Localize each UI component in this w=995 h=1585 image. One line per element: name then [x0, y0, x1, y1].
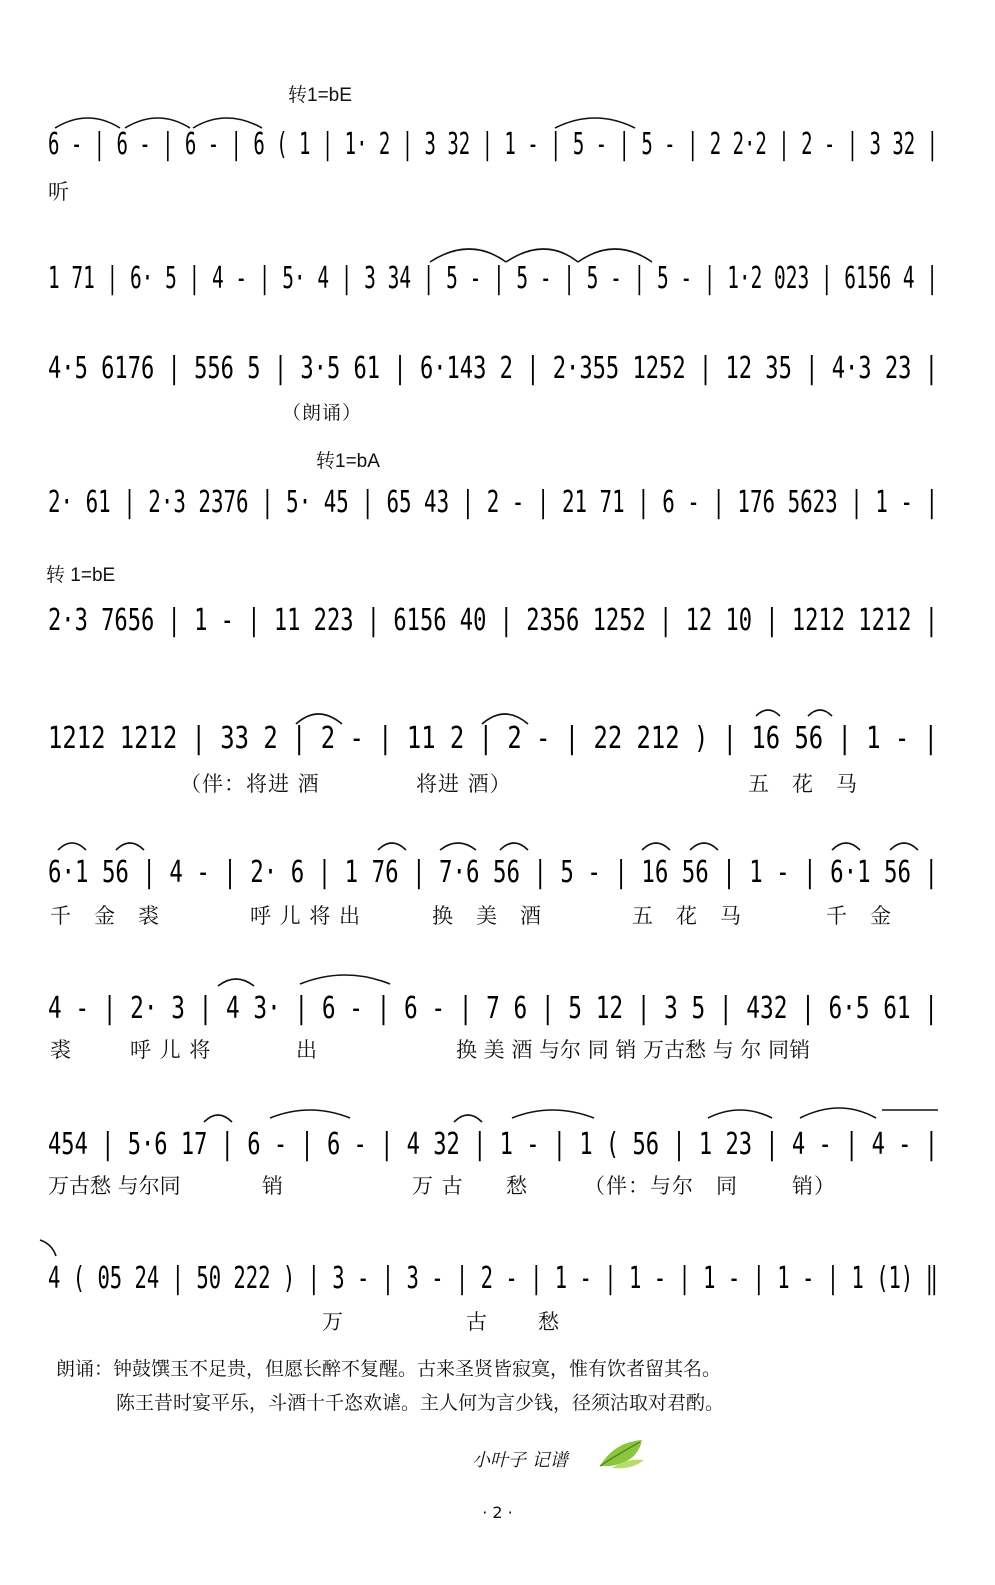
lyric-line: 听 [48, 180, 70, 204]
key-change-3: 转 1=bE [46, 565, 116, 586]
lyric-line: 出 [296, 1038, 318, 1062]
notation-staff [0, 1088, 995, 1228]
notation-staff [0, 682, 995, 822]
leaf-icon [596, 1436, 648, 1472]
notation-staff [0, 312, 995, 452]
notation-line: 4·5 6176 | 556 5 | 3·5 61 | 6·143 2 | 2·355 1252 | 12 35 | 4·3 23 | [48, 351, 938, 386]
recitation-text [56, 1352, 724, 1420]
lyric-line: 五 花 马 [748, 772, 858, 796]
lyric-line: （朗诵） [282, 402, 363, 424]
notation-line: 6·1 56 | 4 - | 2· 6 | 1 76 | 7·6 56 | 5 - | 16 56 | 1 - | 6·1 56 | [48, 855, 938, 890]
page-number: · 2 · [482, 1503, 513, 1522]
score-system-6 [0, 682, 995, 822]
notation-staff [0, 952, 995, 1092]
lyric-line: 万 古 [412, 1174, 464, 1198]
lyric-line: （伴：与尔 同 [584, 1174, 738, 1198]
recitation-line-2: 陈王昔时宴平乐，斗酒十千恣欢谑。主人何为言少钱，径须沽取对君酌。 [116, 1392, 725, 1414]
lyric-line: 愁 [506, 1174, 528, 1198]
transcriber-credit: 小叶子 记谱 [472, 1450, 568, 1471]
notation-line: 2· 61 | 2·3 2376 | 5· 45 | 65 43 | 2 - | 21 71 | 6 - | 176 5623 | 1 - | [48, 485, 938, 520]
score-system-9 [0, 1088, 995, 1228]
key-change-1: 转1=bE [288, 85, 352, 106]
lyric-line: 换 美 酒 [432, 904, 542, 928]
lyric-line: 裘 [50, 1038, 72, 1062]
score-system-7 [0, 816, 995, 956]
lyric-line: 千 金 裘 [50, 904, 160, 928]
notation-staff [0, 88, 995, 228]
lyric-line: 万 [322, 1310, 344, 1334]
score-system-10 [0, 1222, 995, 1362]
notation-line: 4 ( 05 24 | 50 222 ) | 3 - | 3 - | 2 - | 1 - | 1 - | 1 - | 1 - | 1 (1) ‖ [48, 1261, 938, 1296]
notation-line: 454 | 5·6 17 | 6 - | 6 - | 4 32 | 1 - | 1 ( 56 | 1 23 | 4 - | 4 - | [48, 1127, 938, 1162]
lyric-line: 愁 [538, 1310, 560, 1334]
lyric-line: 将进 酒） [416, 772, 512, 796]
lyric-line: （伴：将进 酒 [180, 772, 320, 796]
notation-line: 4 - | 2· 3 | 4 3· | 6 - | 6 - | 7 6 | 5 12 | 3 5 | 432 | 6·5 61 | [48, 991, 938, 1026]
notation-line: 2·3 7656 | 1 - | 11 223 | 6156 40 | 2356 1252 | 12 10 | 1212 1212 | [48, 603, 938, 638]
notation-line: 6 - | 6 - | 6 - | 6 ( 1 | 1· 2 | 3 32 | 1 - | 5 - | 5 - | 2 2·2 | 2 - | 3 32 | [48, 127, 938, 162]
notation-staff [0, 1222, 995, 1362]
notation-line: 1212 1212 | 33 2 | 2 - | 11 2 | 2 - | 22 212 ) | 16 56 | 1 - | [48, 721, 938, 756]
lyric-line: 古 [466, 1310, 488, 1334]
lyric-line: 销） [792, 1174, 836, 1198]
notation-staff [0, 816, 995, 956]
lyric-line: 销 [262, 1174, 284, 1198]
recitation-line-1: 朗诵：钟鼓馔玉不足贵，但愿长醉不复醒。古来圣贤皆寂寞，惟有饮者留其名。 [56, 1358, 722, 1380]
score-system-1 [0, 88, 995, 228]
score-system-8 [0, 952, 995, 1092]
lyric-line: 五 花 马 [632, 904, 742, 928]
lyric-line: 呼 儿 将 出 [250, 904, 362, 928]
key-change-2: 转1=bA [316, 451, 380, 472]
lyric-line: 呼 儿 将 [130, 1038, 212, 1062]
lyric-line: 万古愁 与尔同 [48, 1174, 181, 1198]
lyric-line: 千 金 [826, 904, 892, 928]
lyric-line: 换 美 酒 与尔 同 销 万古愁 与 尔 同销 [456, 1038, 811, 1062]
score-system-3 [0, 312, 995, 452]
notation-line: 1 71 | 6· 5 | 4 - | 5· 4 | 3 34 | 5 - | 5 - | 5 - | 5 - | 1·2 023 | 6156 4 | [48, 261, 938, 296]
